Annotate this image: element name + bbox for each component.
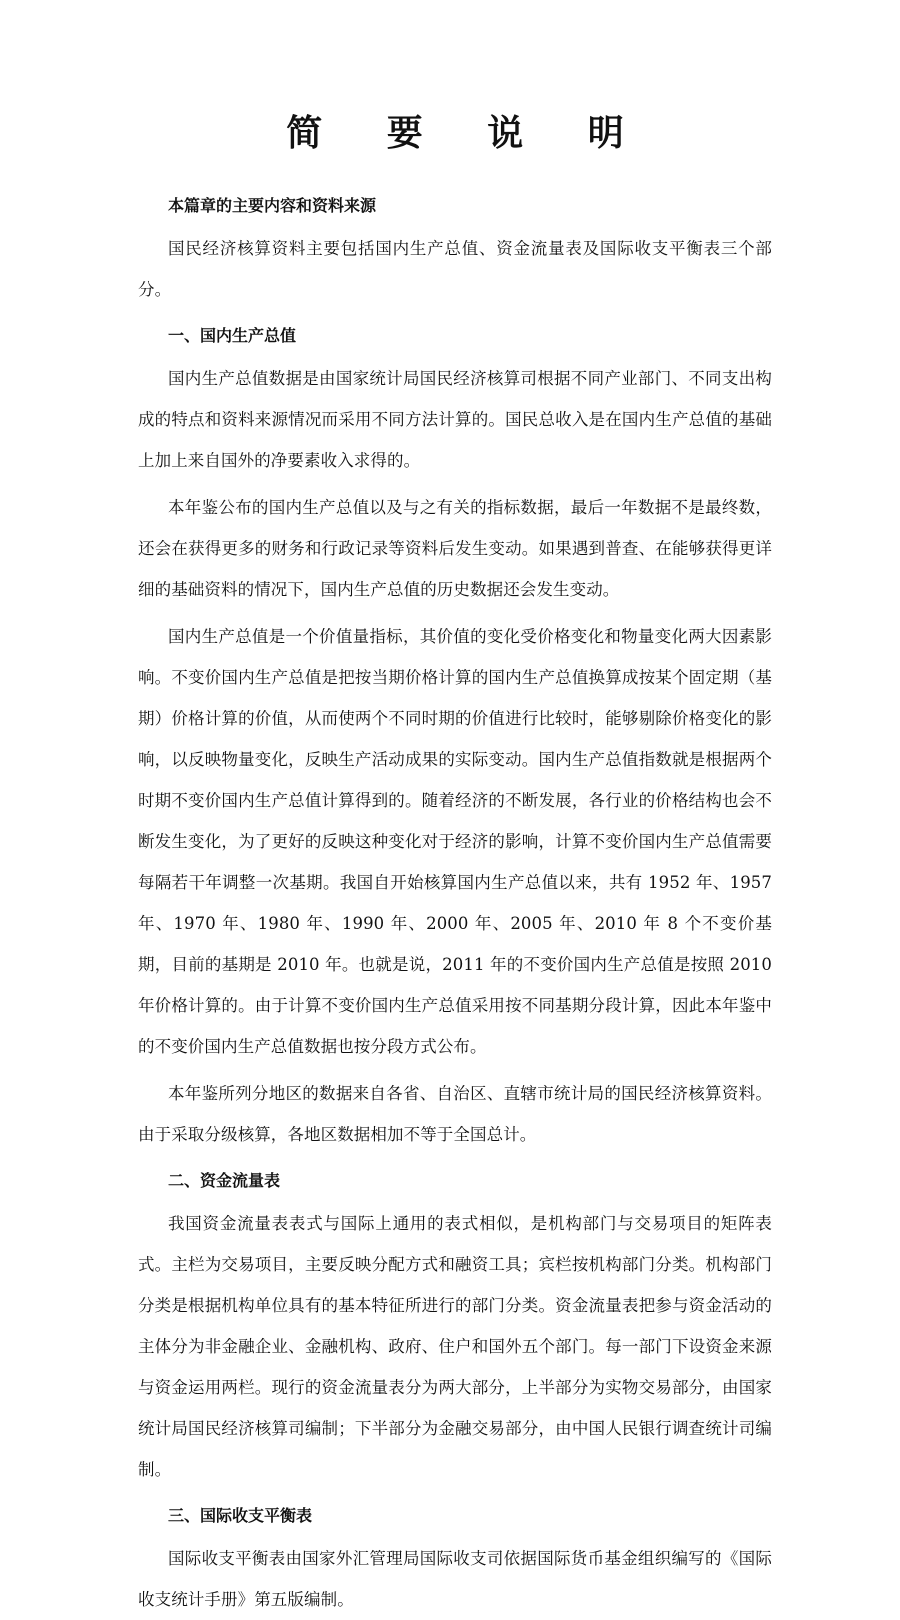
flow-paragraph-1: 我国资金流量表表式与国际上通用的表式相似，是机构部门与交易项目的矩阵表式。主栏为交易项目，主要反映分配方式和融资工具；宾栏按机构部门分类。机构部门分类是根据机构单位具有的基本特征所进行的部门分类。资金流量表把参与资金活动的主体分为非金融企业、金融机构、政府、住户和国外五个部门。每一部门下设资金来源与资金运用两栏。现行的资金流量表分为两大部分，上半部分为实物交易部分，由国家统计局国民经济核算司编制；下半部分为金融交易部分，由中国人民银行调查统计司编制。	[138, 1214, 772, 1479]
bop-paragraph-1: 国际收支平衡表由国家外汇管理局国际收支司依据国际货币基金组织编写的《国际收支统计手册》第五版编制。	[138, 1549, 772, 1609]
gdp-paragraph-4: 本年鉴所列分地区的数据来自各省、自治区、直辖市统计局的国民经济核算资料。由于采取分级核算，各地区数据相加不等于全国总计。	[138, 1084, 772, 1144]
flow-heading: 二、资金流量表	[168, 1171, 281, 1190]
gdp-heading: 一、国内生产总值	[168, 326, 297, 345]
bop-heading: 三、国际收支平衡表	[168, 1506, 313, 1525]
intro-heading: 本篇章的主要内容和资料来源	[168, 196, 377, 215]
gdp-paragraph-2: 本年鉴公布的国内生产总值以及与之有关的指标数据，最后一年数据不是最终数，还会在获得更多的财务和行政记录等资料后发生变动。如果遇到普查、在能够获得更详细的基础资料的情况下，国内生产总值的历史数据还会发生变动。	[138, 498, 772, 599]
gdp-paragraph-1: 国内生产总值数据是由国家统计局国民经济核算司根据不同产业部门、不同支出构成的特点和资料来源情况而采用不同方法计算的。国民总收入是在国内生产总值的基础上加上来自国外的净要素收入求得的。	[138, 369, 772, 470]
intro-paragraph: 国民经济核算资料主要包括国内生产总值、资金流量表及国际收支平衡表三个部分。	[138, 239, 772, 299]
gdp-paragraph-3: 国内生产总值是一个价值量指标，其价值的变化受价格变化和物量变化两大因素影响。不变价国内生产总值是把按当期价格计算的国内生产总值换算成按某个固定期（基期）价格计算的价值，从而使两个不同时期的价值进行比较时，能够剔除价格变化的影响，以反映物量变化，反映生产活动成果的实际变动。国内生产总值指数就是根据两个时期不变价国内生产总值计算得到的。随着经济的不断发展，各行业的价格结构也会不断发生变化，为了更好的反映这种变化对于经济的影响，计算不变价国内生产总值需要每隔若干年调整一次基期。我国自开始核算国内生产总值以来，共有 1952 年、1957 年、1970 年、1980 年、1990 年、2000 年、2005 年、2010 年 8 个不变价基期，目前的基期是 2010 年。也就是说，2011 年的不变价国内生产总值是按照 2010 年价格计算的。由于计算不变价国内生产总值采用按不同基期分段计算，因此本年鉴中的不变价国内生产总值数据也按分段方式公布。	[138, 627, 772, 1056]
page-title: 简 要 说 明	[286, 112, 650, 154]
